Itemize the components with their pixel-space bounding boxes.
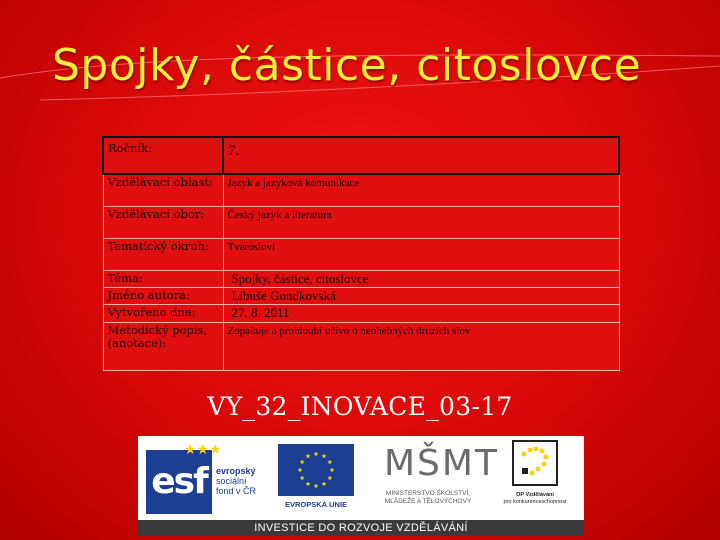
investice-strip: INVESTICE DO ROZVOJE VZDĚLÁVÁNÍ bbox=[138, 520, 584, 536]
esf-line: sociální bbox=[216, 476, 247, 486]
row-value-obor: Český jazyk a literatura bbox=[223, 206, 619, 238]
row-label-rocnik: Ročník: bbox=[103, 137, 223, 174]
row-value-datum: 27. 8. 2011 bbox=[223, 304, 619, 322]
row-value-tema: Spojky, částice, citoslovce bbox=[223, 270, 619, 287]
row-label-autor: Jméno autora: bbox=[103, 287, 223, 304]
row-label-tema: Téma: bbox=[103, 270, 223, 287]
funding-logo-banner bbox=[138, 436, 584, 536]
table-row bbox=[103, 322, 619, 370]
op-line: pro konkurenceschopnost bbox=[503, 498, 567, 505]
table-row bbox=[103, 137, 619, 174]
msmt-line: MLÁDEŽE A TĚLOVÝCHOVY bbox=[384, 498, 472, 505]
material-code: VY_32_INOVACE_03-17 bbox=[207, 392, 513, 421]
eu-flag-icon bbox=[278, 444, 354, 496]
eu-logo bbox=[278, 444, 354, 514]
esf-logo bbox=[146, 442, 264, 514]
row-label-okruh: Tematický okruh: bbox=[103, 238, 223, 270]
row-label-datum: Vytvořeno dne: bbox=[103, 304, 223, 322]
row-value-rocnik: 7. bbox=[223, 137, 619, 174]
op-text bbox=[490, 492, 580, 505]
msmt-line: MINISTERSTVO ŠKOLSTVÍ, bbox=[385, 490, 471, 497]
table-row bbox=[103, 174, 619, 206]
op-dots-icon bbox=[514, 442, 556, 484]
table-row bbox=[103, 270, 619, 287]
row-label-anotace: Metodický popis, (anotace): bbox=[103, 322, 223, 370]
msmt-logo bbox=[370, 440, 499, 516]
eu-caption: EVROPSKÁ UNIE bbox=[284, 500, 348, 509]
table-row bbox=[103, 287, 619, 304]
table-row bbox=[103, 206, 619, 238]
star-icon: ★★★ bbox=[184, 442, 222, 458]
msmt-mark: MŠMT bbox=[384, 443, 499, 484]
esf-text bbox=[216, 466, 268, 496]
row-label-obor: Vzdělávací obor: bbox=[103, 206, 223, 238]
metadata-table bbox=[102, 136, 620, 371]
row-value-okruh: Tvarosloví bbox=[223, 238, 619, 270]
table-row bbox=[103, 304, 619, 322]
esf-line: evropský bbox=[216, 466, 256, 476]
row-value-oblast: Jazyk a jazyková komunikace bbox=[223, 174, 619, 206]
op-line: OP Vzdělávání bbox=[516, 492, 554, 498]
row-value-anotace: Zopakuje a prohloubí učivo o neohebných druzích slov bbox=[223, 322, 619, 370]
msmt-text bbox=[370, 490, 486, 506]
esf-line: fond v ČR bbox=[216, 486, 257, 496]
table-row bbox=[103, 238, 619, 270]
op-logo bbox=[490, 440, 580, 516]
page-title: Spojky, částice, citoslovce bbox=[52, 40, 642, 91]
row-value-autor: Libuše Gondkovská bbox=[223, 287, 619, 304]
op-frame-icon bbox=[512, 440, 558, 486]
row-label-oblast: Vzdělávací oblast: bbox=[103, 174, 223, 206]
esf-mark: esf bbox=[146, 450, 212, 514]
